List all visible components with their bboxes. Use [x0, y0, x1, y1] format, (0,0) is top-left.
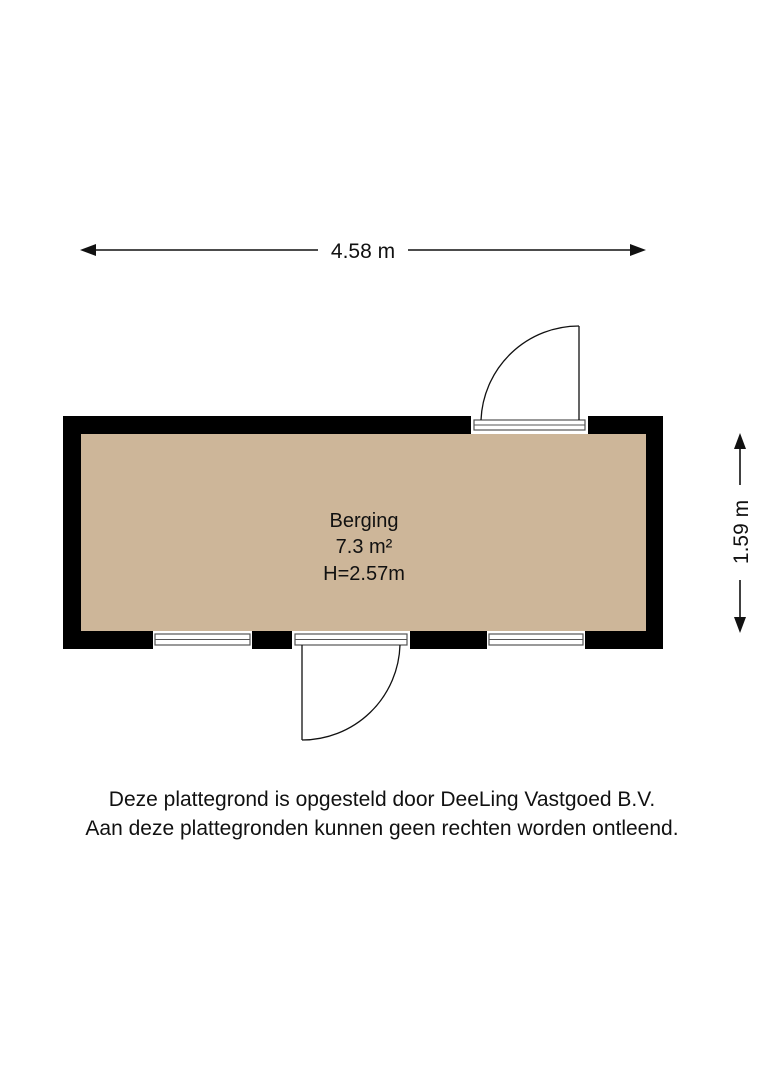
bottom-door	[292, 631, 410, 740]
room-name: Berging	[329, 510, 399, 532]
width-dimension	[80, 240, 646, 263]
bottom-window-right	[487, 631, 585, 649]
height-dimension	[730, 433, 753, 633]
disclaimer-line-1: Deze plattegrond is opgesteld door DeeLing Vastgoed B.V.	[108, 788, 656, 811]
bottom-door-swing-arc	[302, 645, 400, 740]
height-dimension-label: 1.59 m	[730, 499, 753, 565]
width-arrow-left-icon	[80, 244, 96, 256]
top-door	[471, 326, 588, 434]
width-arrow-right-icon	[630, 244, 646, 256]
height-arrow-down-icon	[734, 617, 746, 633]
disclaimer-line-2: Aan deze plattegronden kunnen geen rechten worden ontleend.	[85, 817, 679, 840]
height-arrow-up-icon	[734, 433, 746, 449]
top-door-swing-arc	[481, 326, 579, 420]
room-floor	[81, 434, 646, 631]
width-dimension-label: 4.58 m	[330, 240, 396, 263]
room-height: H=2.57m	[323, 563, 405, 585]
room-area: 7.3 m²	[335, 536, 393, 558]
bottom-window-left	[153, 631, 252, 649]
